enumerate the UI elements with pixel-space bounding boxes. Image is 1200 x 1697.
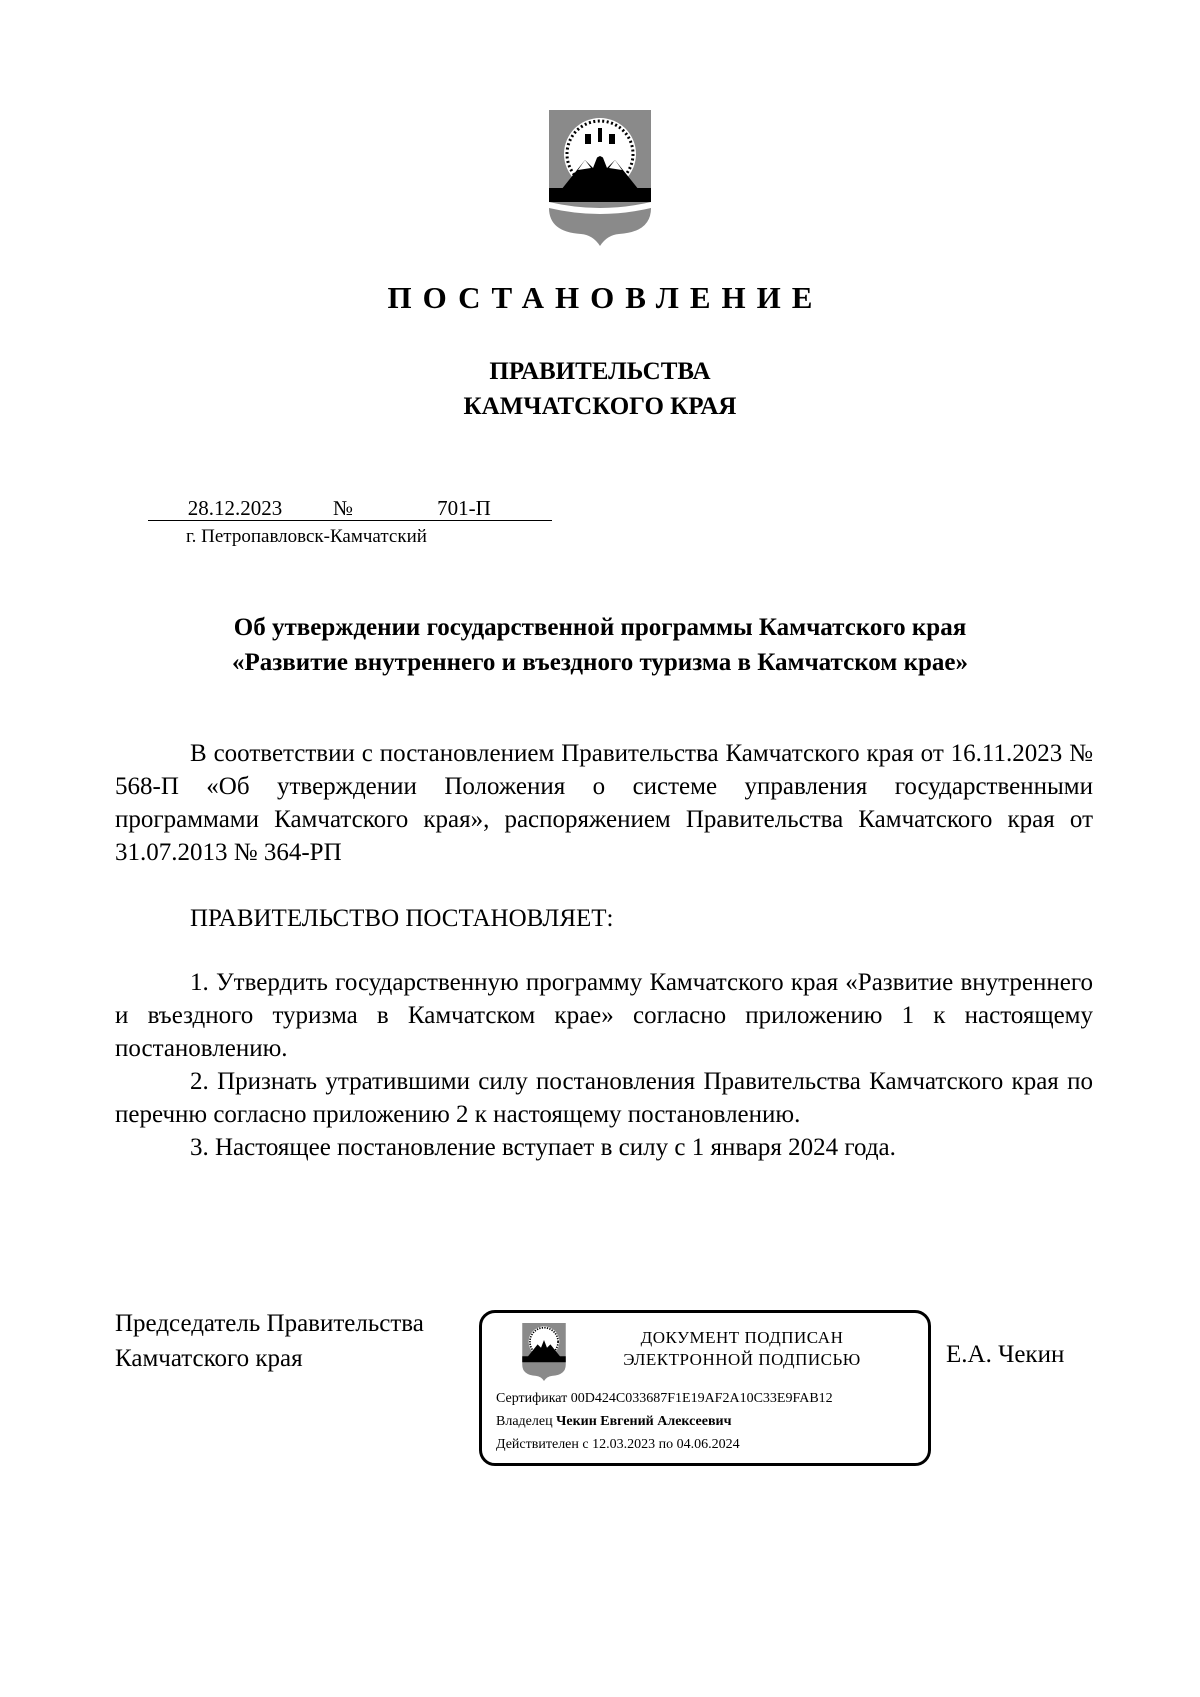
certificate-row — [496, 1391, 833, 1407]
registration-underline — [148, 520, 552, 521]
electronic-signature-stamp — [479, 1310, 931, 1466]
authority-line-2: КАМЧАТСКОГО КРАЯ — [463, 393, 737, 420]
city-of-issue: г. Петропавловск-Камчатский — [186, 526, 427, 547]
stamp-coat-of-arms-icon — [521, 1323, 567, 1381]
document-date: 28.12.2023 — [187, 496, 283, 520]
preamble-block — [115, 737, 1093, 869]
owner-label: Владелец — [496, 1414, 553, 1429]
signatory-name: Е.А. Чекин — [946, 1341, 1065, 1368]
stamp-heading-line-2: ЭЛЕКТРОННОЙ ПОДПИСЬЮ — [623, 1350, 861, 1369]
certificate-label: Сертификат — [496, 1391, 568, 1406]
document-type-heading: ПОСТАНОВЛЕНИЕ — [387, 280, 824, 315]
validity-row — [496, 1437, 740, 1453]
coat-of-arms-icon — [549, 110, 651, 246]
owner-value: Чекин Евгений Алексеевич — [556, 1414, 732, 1429]
valid-to-label: по — [658, 1437, 674, 1452]
resolves-block — [115, 902, 1093, 935]
stamp-heading — [592, 1327, 892, 1371]
title-line-1: Об утверждении государственной программы Камчатского края — [233, 614, 967, 641]
valid-to-value: 04.06.2024 — [676, 1437, 740, 1452]
authority-line-1: ПРАВИТЕЛЬСТВА — [489, 358, 711, 385]
valid-from-value: 12.03.2023 — [592, 1437, 656, 1452]
position-line-1: Председатель Правительства — [115, 1310, 424, 1337]
resolves-statement: ПРАВИТЕЛЬСТВО ПОСТАНОВЛЯЕТ: — [190, 905, 614, 932]
item-3: 3. Настоящее постановление вступает в силу с 1 января 2024 года. — [190, 1134, 896, 1161]
item-1: 1. Утвердить государственную программу Камчатского края «Развитие внутреннего и въездного туризма в Камчатском крае» согласно приложению 1 к настоящему постановлению. — [115, 969, 1093, 1062]
position-line-2: Камчатского края — [115, 1345, 303, 1372]
document-number: 701-П — [437, 496, 491, 520]
number-sign: № — [333, 496, 354, 520]
issuing-authority — [0, 354, 1200, 424]
owner-row — [496, 1414, 731, 1430]
title-line-2: «Развитие внутреннего и въездного туризма в Камчатском крае» — [231, 649, 968, 676]
certificate-value: 00D424C033687F1E19AF2A10C33E9FAB12 — [570, 1391, 833, 1406]
items-block — [115, 966, 1093, 1164]
preamble-paragraph: В соответствии с постановлением Правительства Камчатского края от 16.11.2023 № 568-П «Об утверждении Положения о системе управления государственными программами Камчатского края», распоряжением Правительства Камчатского края от 31.07.2013 № 364-РП — [115, 740, 1093, 866]
valid-from-label: Действителен с — [496, 1437, 589, 1452]
document-title — [0, 610, 1200, 680]
signatory-position — [115, 1306, 424, 1376]
item-2: 2. Признать утратившими силу постановления Правительства Камчатского края по перечню согласно приложению 2 к настоящему постановлению. — [115, 1068, 1093, 1128]
stamp-heading-line-1: ДОКУМЕНТ ПОДПИСАН — [640, 1328, 844, 1347]
